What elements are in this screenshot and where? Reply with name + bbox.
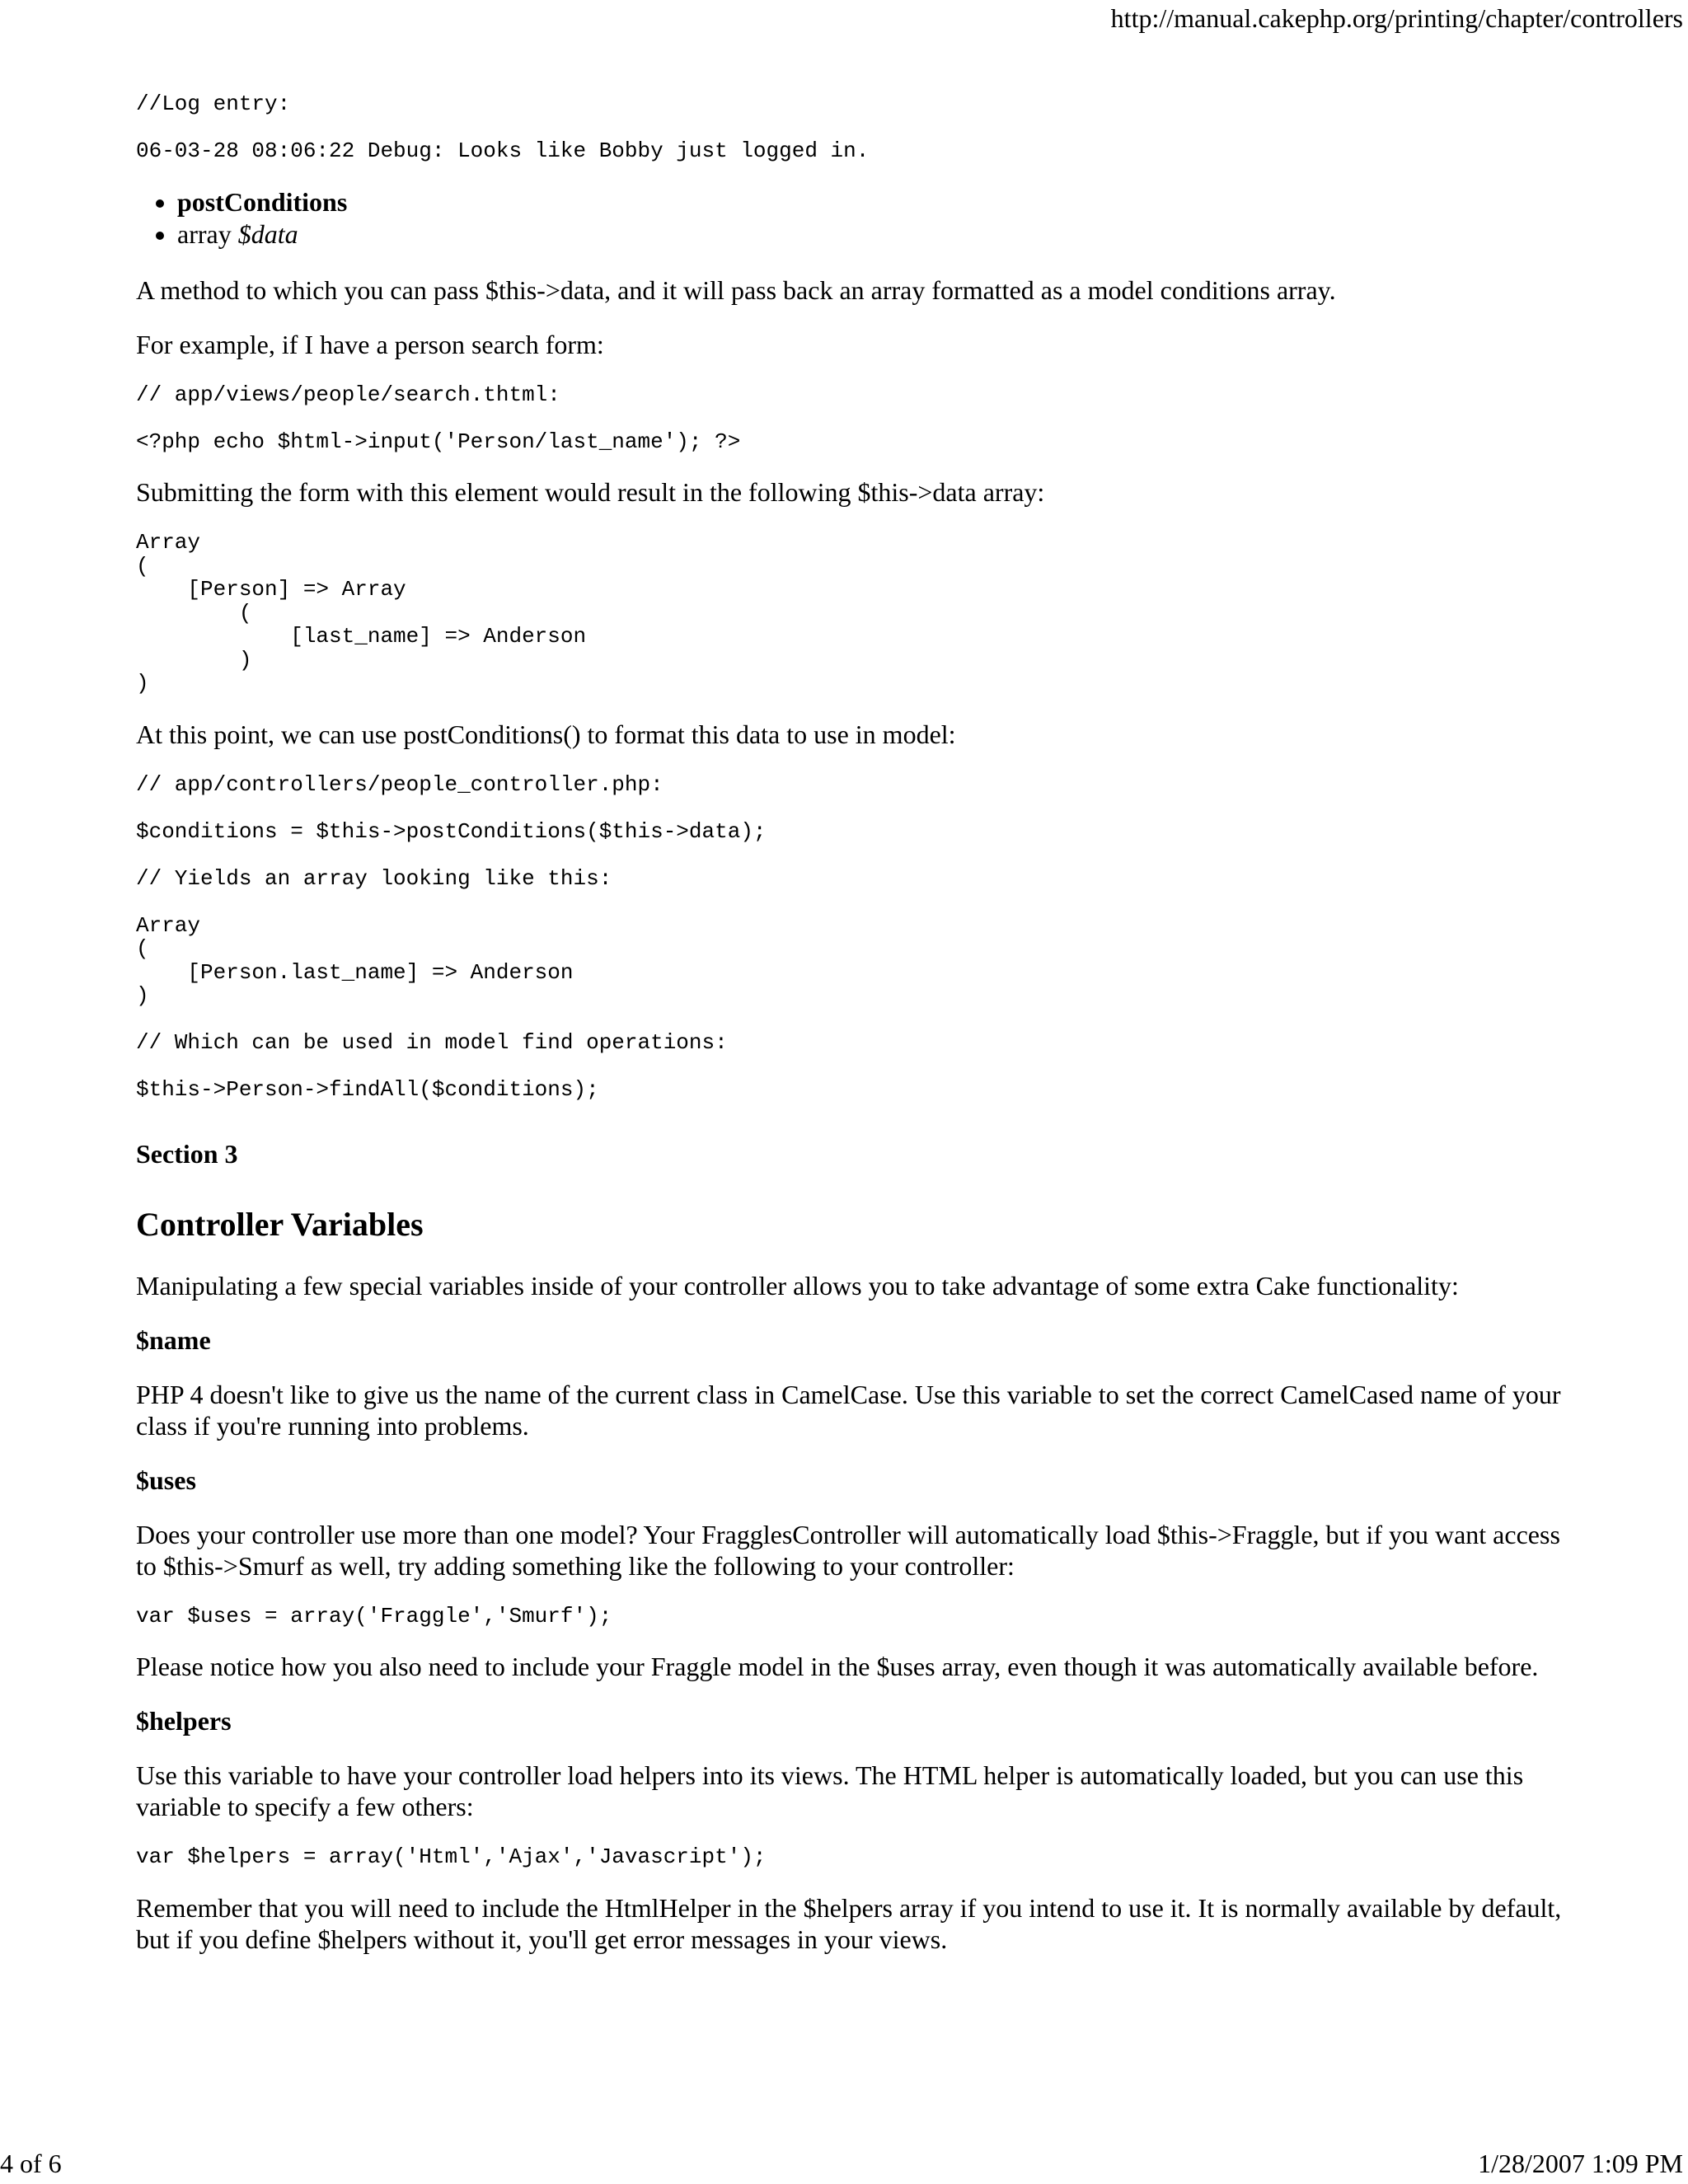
document-body <box>136 92 1570 1978</box>
subheading-name: $name <box>136 1324 211 1355</box>
paragraph-name-description: PHP 4 doesn't like to give us the name of the current class in CamelCase. Use this variable to set the correct CamelCased name of your class if you're running into problems. <box>136 1379 1561 1441</box>
code-data-array: Array ( [Person] => Array ( [last_name] => Anderson ) ) <box>136 530 587 696</box>
paragraph-helpers-remember: Remember that you will need to include the HtmlHelper in the $helpers array if you intend to use it. It is normally available by default, but if you define $helpers without it, you'll get error messages in your views. <box>136 1892 1562 1954</box>
code-controller-conditions: // app/controllers/people_controller.php: $conditions = $this->postConditions($this->data); // Yields an array looking like this: Array ( [Person.last_name] => Anderson ) // Which can be used in model find operations: $this->Person->findAll($conditions); <box>136 771 767 1102</box>
footer-datetime: 1/28/2007 1:09 PM <box>1478 2149 1683 2178</box>
code-helpers: var $helpers = array('Html','Ajax','Javascript'); <box>136 1844 767 1869</box>
subheading-helpers: $helpers <box>136 1706 232 1736</box>
code-uses: var $uses = array('Fraggle','Smurf'); <box>136 1603 612 1629</box>
param-type: array <box>177 218 238 249</box>
heading-controller-variables: Controller Variables <box>136 1205 424 1243</box>
list-item-method-name <box>177 186 1570 218</box>
header-url: http://manual.cakephp.org/printing/chapter/controllers <box>1110 3 1683 33</box>
method-signature-list <box>136 186 1570 251</box>
paragraph-example-intro: For example, if I have a person search form: <box>136 329 604 359</box>
param-name: $data <box>237 218 298 249</box>
section-label: Section 3 <box>136 1138 238 1169</box>
paragraph-uses-description: Does your controller use more than one model? Your FragglesController will automatically load $this->Fraggle, but if you want access to $this->Smurf as well, try adding something like the following to your controller: <box>136 1519 1560 1581</box>
paragraph-method-description: A method to which you can pass $this->data, and it will pass back an array formatted as a model conditions array. <box>136 274 1336 305</box>
method-name: postConditions <box>177 186 348 217</box>
paragraph-submitting: Submitting the form with this element would result in the following $this->data array: <box>136 477 1045 507</box>
code-view-search: // app/views/people/search.thtml: <?php echo $html->input('Person/last_name'); ?> <box>136 382 741 454</box>
paragraph-helpers-description: Use this variable to have your controller load helpers into its views. The HTML helper is automatically loaded, but you can use this variable to specify a few others: <box>136 1760 1524 1821</box>
code-log-entry: //Log entry: 06-03-28 08:06:22 Debug: Looks like Bobby just logged in. <box>136 91 870 163</box>
subheading-uses: $uses <box>136 1465 196 1495</box>
paragraph-manipulating: Manipulating a few special variables inside of your controller allows you to take advantage of some extra Cake functionality: <box>136 1270 1459 1301</box>
footer-page-number: 4 of 6 <box>0 2149 62 2178</box>
paragraph-at-this-point: At this point, we can use postConditions() to format this data to use in model: <box>136 719 956 749</box>
paragraph-uses-notice: Please notice how you also need to include your Fraggle model in the $uses array, even though it was automatically available before. <box>136 1652 1539 1681</box>
list-item-param <box>177 218 1570 251</box>
